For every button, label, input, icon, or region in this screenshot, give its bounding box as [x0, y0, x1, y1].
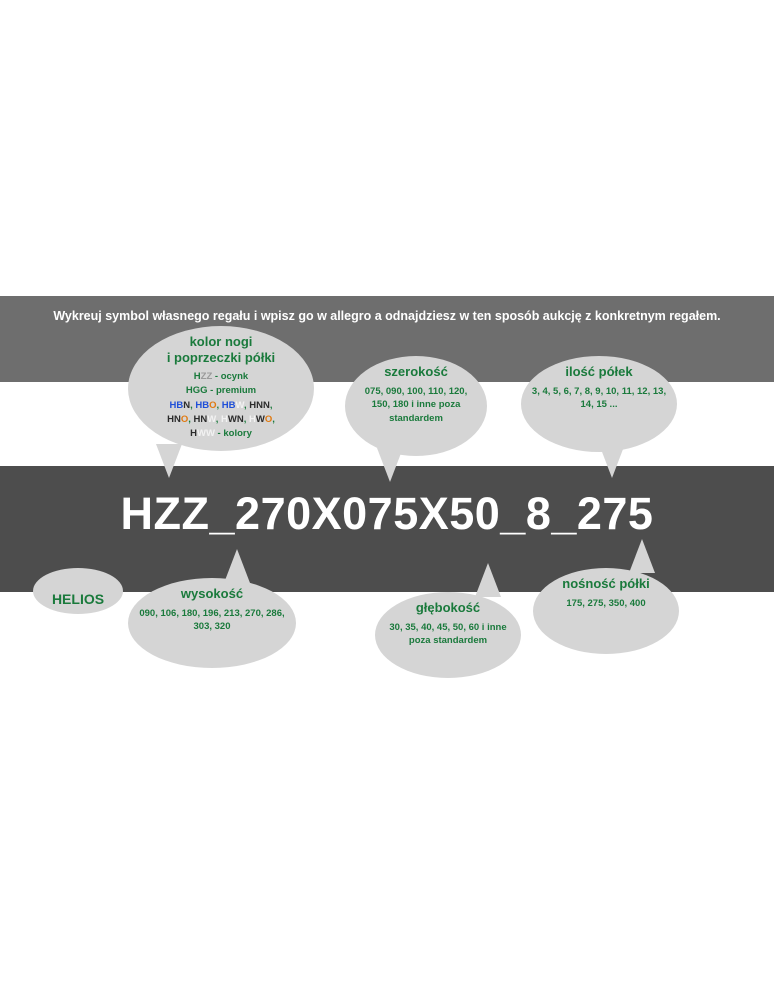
callout-shelf-load-pointer [629, 539, 655, 573]
callout-height-title: wysokość [180, 586, 244, 601]
callout-shelf-load-title: nośność półki [562, 576, 650, 591]
callout-width [345, 356, 487, 456]
callout-depth-values: 30, 35, 40, 45, 50, 60 i inne poza standardem [389, 621, 507, 647]
callout-depth-pointer [475, 563, 501, 597]
callout-leg-color [128, 326, 314, 451]
callout-leg-color-title-line2: i poprzeczki półki [166, 349, 276, 365]
callout-leg-color-pointer [156, 444, 182, 478]
callout-brand [33, 568, 123, 614]
callout-shelf-count-values: 3, 4, 5, 6, 7, 8, 9, 10, 11, 12, 13, 14, 15 ... [531, 385, 667, 411]
callout-height [128, 578, 296, 668]
headline-instruction: Wykreuj symbol własnego regału i wpisz go w allegro a odnajdziesz w ten sposób aukcję z konkretnym regałem. [53, 309, 721, 323]
callout-width-title: szerokość [384, 364, 448, 379]
callout-leg-color-title-line1: kolor nogi [189, 334, 253, 349]
product-code: HZZ_270X075X50_8_275 [120, 488, 654, 539]
callout-width-values: 075, 090, 100, 110, 120, 150, 180 i inne poza standardem [364, 385, 468, 425]
callout-height-values: 090, 106, 180, 196, 213, 270, 286, 303, 320 [139, 607, 285, 633]
callout-width-pointer [377, 448, 403, 482]
callout-depth [375, 592, 521, 678]
symbol-explainer-diagram [0, 296, 774, 696]
background-band-bottom [0, 676, 774, 696]
callout-height-pointer [224, 549, 250, 583]
callout-shelf-count [521, 356, 677, 452]
callout-shelf-load-values: 175, 275, 350, 400 [566, 597, 646, 609]
callout-leg-color-legend: HZZ - ocynk HGG - premium HBN, HBO, HBW, HNN, HNO, HNW, HWN, HWO, HWW - kolory [167, 371, 275, 440]
callout-shelf-count-pointer [599, 444, 625, 478]
callout-depth-title: głębokość [415, 600, 481, 615]
callout-shelf-load [533, 568, 679, 654]
callout-shelf-count-title: ilość półek [565, 364, 633, 379]
callout-brand-label: HELIOS [51, 591, 105, 607]
